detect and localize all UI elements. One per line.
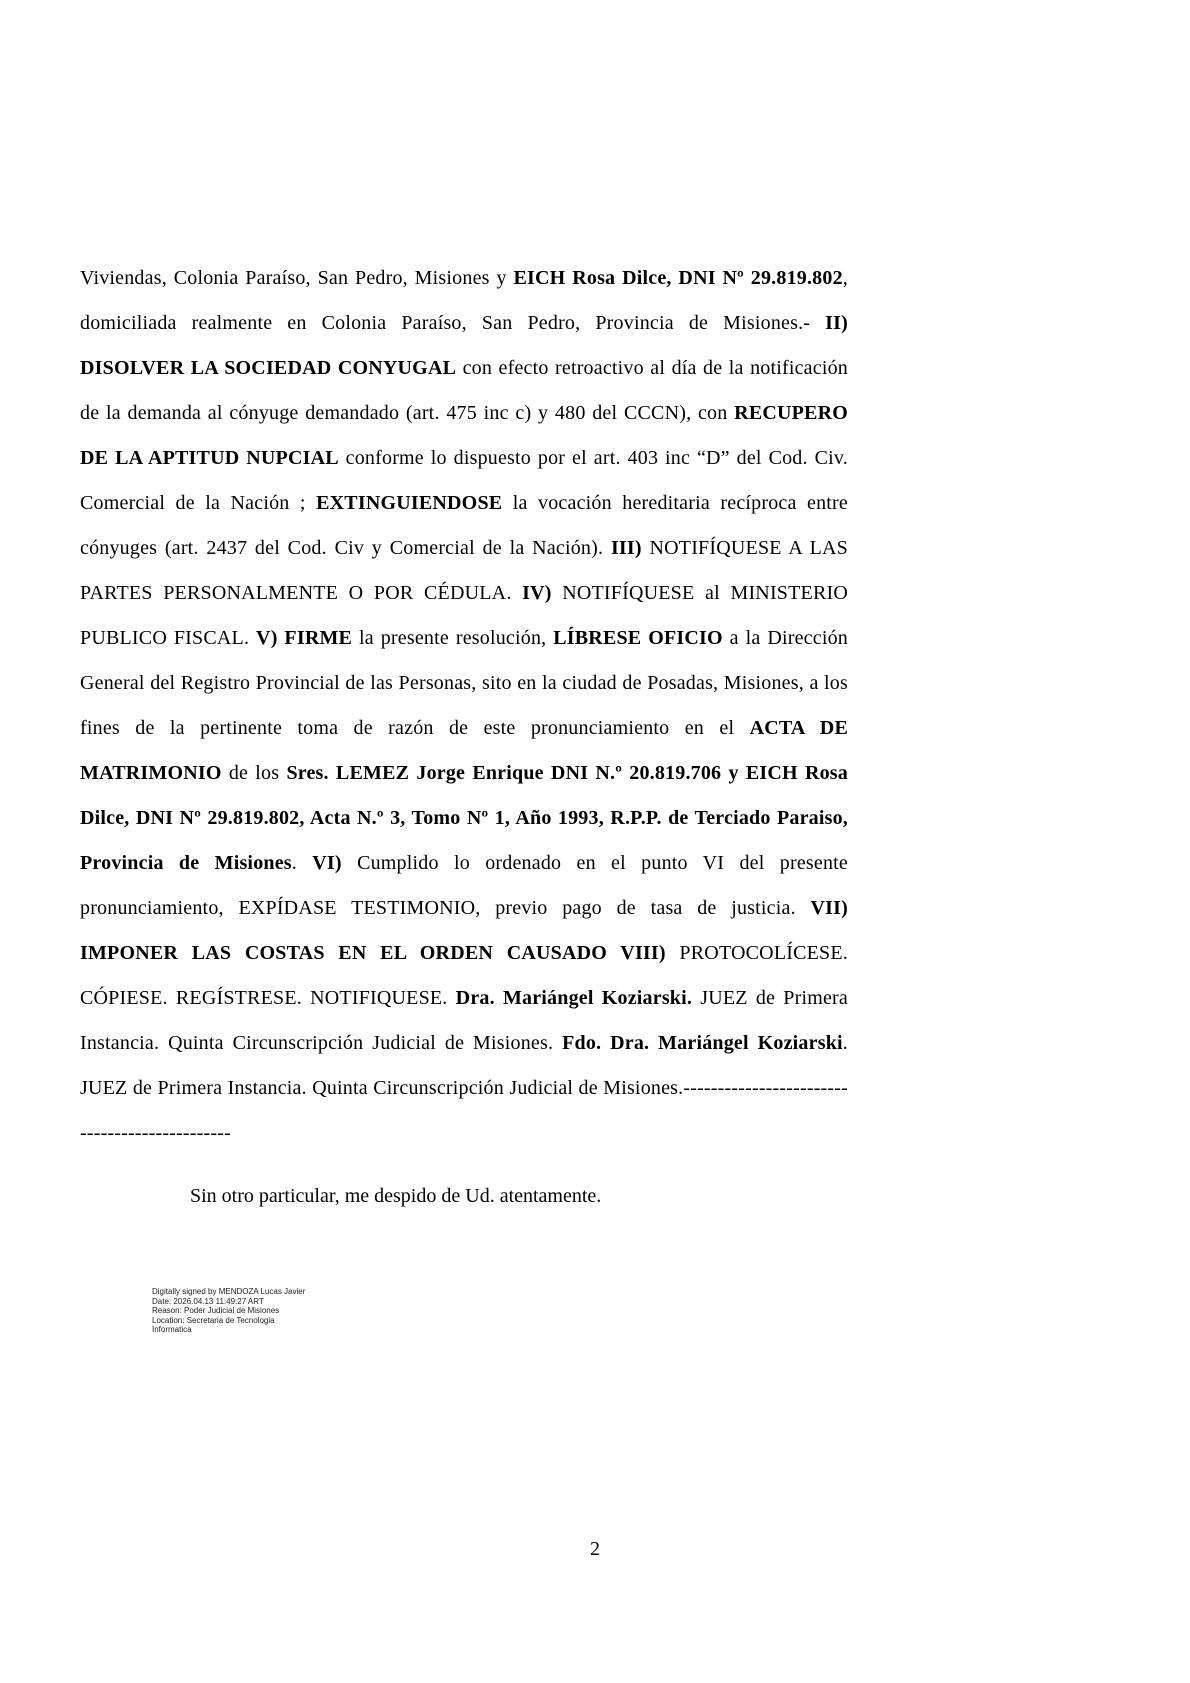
signature-line-location: Location: Secretaria de Tecnologia [152,1315,275,1325]
page-content [80,256,848,1335]
page-number: 2 [590,1538,600,1560]
closing-paragraph: Sin otro particular, me despido de Ud. atentamente. [190,1185,602,1207]
signature-line-date: Date: 2026.04.13 11:49:27 ART [152,1296,264,1306]
signature-line-reason: Reason: Poder Judicial de Misiones [152,1306,280,1315]
text-segment-bold: LÍBRESE OFICIO [553,627,723,649]
digital-signature-block [152,1287,848,1335]
text-segment-bold: II) DISOLVER LA SOCIEDAD CONYUGAL [80,312,848,379]
text-segment: Cumplido lo ordenado en el punto VI del presente pronunciamiento, EXPÍDASE TESTIMONIO, previo pago de tasa de justicia. [80,852,848,919]
resolution-paragraph [80,256,848,1156]
text-segment-bold: V) FIRME [256,627,353,649]
signature-line-signer: Digitally signed by MENDOZA Lucas Javier [152,1287,306,1296]
text-segment: la vocación hereditaria recíproca entre cónyuges (art. 2437 del Cod. Civ y Comercial de la Nación). [80,492,848,559]
text-segment: Viviendas, Colonia Paraíso, San Pedro, Misiones y [80,267,514,289]
text-segment-bold: ACTA DE MATRIMONIO [80,717,848,784]
text-segment: de los [221,762,287,784]
text-segment-bold: Sres. LEMEZ Jorge Enrique DNI N.º 20.819.706 y EICH Rosa Dilce, DNI Nº 29.819.802, Acta N.º 3, Tomo Nº 1, Año 1993, R.P.P. de Terciado Paraiso, Provincia de Misiones [80,762,848,874]
text-segment-bold: EICH Rosa Dilce, DNI Nº 29.819.802 [513,267,843,289]
text-segment: JUEZ de Primera Instancia. Quinta Circunscripción Judicial de Misiones. [80,987,848,1054]
text-segment: NOTIFÍQUESE al MINISTERIO PUBLICO FISCAL. [80,582,849,649]
text-segment: con efecto retroactivo al día de la notificación de la demanda al cónyuge demandado (art. 475 inc c) y 480 del CCCN), con [80,357,848,424]
text-segment-bold: RECUPERO DE LA APTITUD NUPCIAL [80,402,848,469]
text-segment: conforme lo dispuesto por el art. 403 inc “D” del Cod. Civ. Comercial de la Nación ; [80,447,848,514]
text-segment-bold: Fdo. Dra. Mariángel Koziarski [562,1032,843,1054]
text-segment: NOTIFÍQUESE A LAS PARTES PERSONALMENTE O POR CÉDULA. [80,537,848,604]
text-segment: , domiciliada realmente en Colonia Paraíso, San Pedro, Provincia de Misiones.- [80,267,848,334]
text-segment: PROTOCOLÍCESE. CÓPIESE. REGÍSTRESE. NOTIFIQUESE. [80,942,848,1009]
text-segment-bold: Dra. Mariángel Koziarski. [455,987,693,1009]
text-segment: . JUEZ de Primera Instancia. Quinta Circunscripción Judicial de Misiones.---------------------------------------------- [80,1032,848,1144]
text-segment: a la Dirección General del Registro Provincial de las Personas, sito en la ciudad de Posadas, Misiones, a los fines de la pertinente toma de razón de este pronunciamiento en el [80,627,848,739]
text-segment: la presente resolución, [352,627,554,649]
text-segment: . [291,852,313,874]
text-segment-bold: VII) IMPONER LAS COSTAS EN EL ORDEN CAUSADO VIII) [80,897,848,964]
signature-line-location-cont: Informatica [152,1325,192,1334]
text-segment-bold: IV) [522,582,552,604]
text-segment-bold: EXTINGUIENDOSE [316,492,503,514]
text-segment-bold: III) [610,537,642,559]
text-segment-bold: VI) [312,852,342,874]
